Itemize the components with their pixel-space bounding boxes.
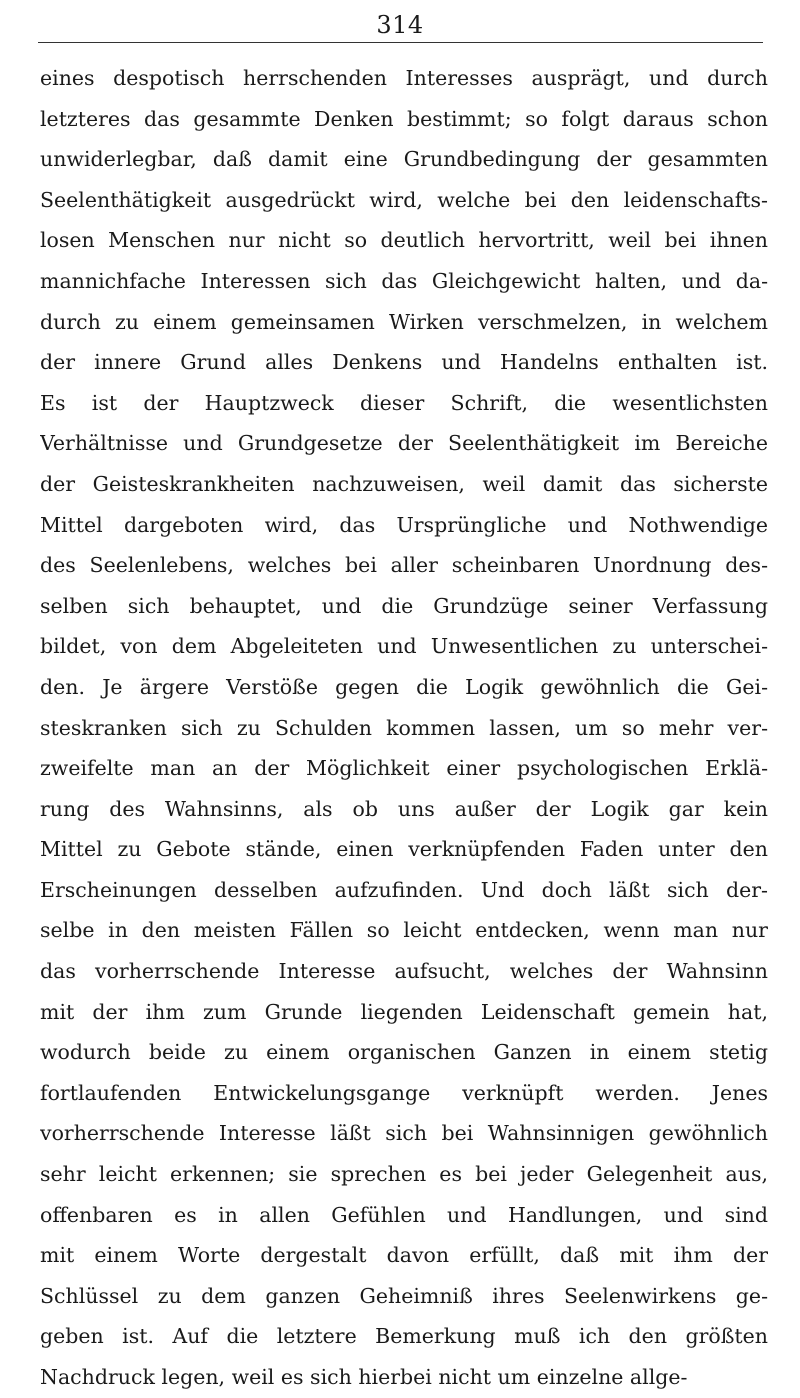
text-line: selbe in den meisten Fällen so leicht entdecken, wenn man nur	[40, 918, 768, 943]
text-line: losen Menschen nur nicht so deutlich hervortritt, weil bei ihnen	[40, 228, 768, 253]
text-line: des Seelenlebens, welches bei aller scheinbaren Unordnung des-	[40, 553, 768, 578]
text-line: Mittel zu Gebote stände, einen verknüpfenden Faden unter den	[40, 837, 768, 862]
text-line: fortlaufenden Entwickelungsgange verknüpft werden. Jenes	[40, 1080, 768, 1105]
text-line: letzteres das gesammte Denken bestimmt; so folgt daraus schon	[40, 106, 768, 131]
text-line: mit einem Worte dergestalt davon erfüllt, daß mit ihm der	[40, 1243, 768, 1268]
text-line: das vorherrschende Interesse aufsucht, welches der Wahnsinn	[40, 959, 768, 984]
text-line: sehr leicht erkennen; sie sprechen es bei jeder Gelegenheit aus,	[40, 1162, 768, 1187]
text-line: geben ist. Auf die letztere Bemerkung muß ich den größten	[40, 1324, 768, 1349]
text-line: Nachdruck legen, weil es sich hierbei nicht um einzelne allge-	[40, 1365, 688, 1389]
text-line: wodurch beide zu einem organischen Ganzen in einem stetig	[40, 1040, 768, 1065]
text-line: rung des Wahnsinns, als ob uns außer der Logik gar kein	[40, 796, 768, 821]
text-line: Schlüssel zu dem ganzen Geheimniß ihres Seelenwirkens ge-	[40, 1283, 768, 1308]
text-line: mannichfache Interessen sich das Gleichgewicht halten, und da-	[40, 268, 768, 293]
text-line: offenbaren es in allen Gefühlen und Handlungen, und sind	[40, 1202, 768, 1227]
text-line: Verhältnisse und Grundgesetze der Seelenthätigkeit im Bereiche	[40, 431, 768, 456]
text-line: Erscheinungen desselben aufzufinden. Und doch läßt sich der-	[40, 877, 768, 902]
text-line: der Geisteskrankheiten nachzuweisen, weil damit das sicherste	[40, 471, 768, 496]
text-line: Mittel dargeboten wird, das Ursprüngliche und Nothwendige	[40, 512, 768, 537]
text-line: Seelenthätigkeit ausgedrückt wird, welche bei den leidenschafts-	[40, 187, 768, 212]
body-text	[40, 58, 768, 1398]
header-rule	[38, 42, 763, 43]
text-line: unwiderlegbar, daß damit eine Grundbedingung der gesammten	[40, 147, 768, 172]
text-line: Es ist der Hauptzweck dieser Schrift, die wesentlichsten	[40, 390, 768, 415]
page-number: 314	[376, 11, 424, 39]
text-line: selben sich behauptet, und die Grundzüge seiner Verfassung	[40, 593, 768, 618]
text-line: bildet, von dem Abgeleiteten und Unwesentlichen zu unterschei-	[40, 634, 768, 659]
text-line: den. Je ärgere Verstöße gegen die Logik gewöhnlich die Gei-	[40, 674, 768, 699]
text-line: durch zu einem gemeinsamen Wirken verschmelzen, in welchem	[40, 309, 768, 334]
text-line: zweifelte man an der Möglichkeit einer psychologischen Erklä-	[40, 756, 768, 781]
text-line: mit der ihm zum Grunde liegenden Leidenschaft gemein hat,	[40, 999, 768, 1024]
text-line: vorherrschende Interesse läßt sich bei Wahnsinnigen gewöhnlich	[40, 1121, 768, 1146]
text-line: der innere Grund alles Denkens und Handelns enthalten ist.	[40, 350, 768, 375]
text-line: eines despotisch herrschenden Interesses ausprägt, und durch	[40, 66, 768, 90]
text-line: steskranken sich zu Schulden kommen lassen, um so mehr ver-	[40, 715, 768, 740]
